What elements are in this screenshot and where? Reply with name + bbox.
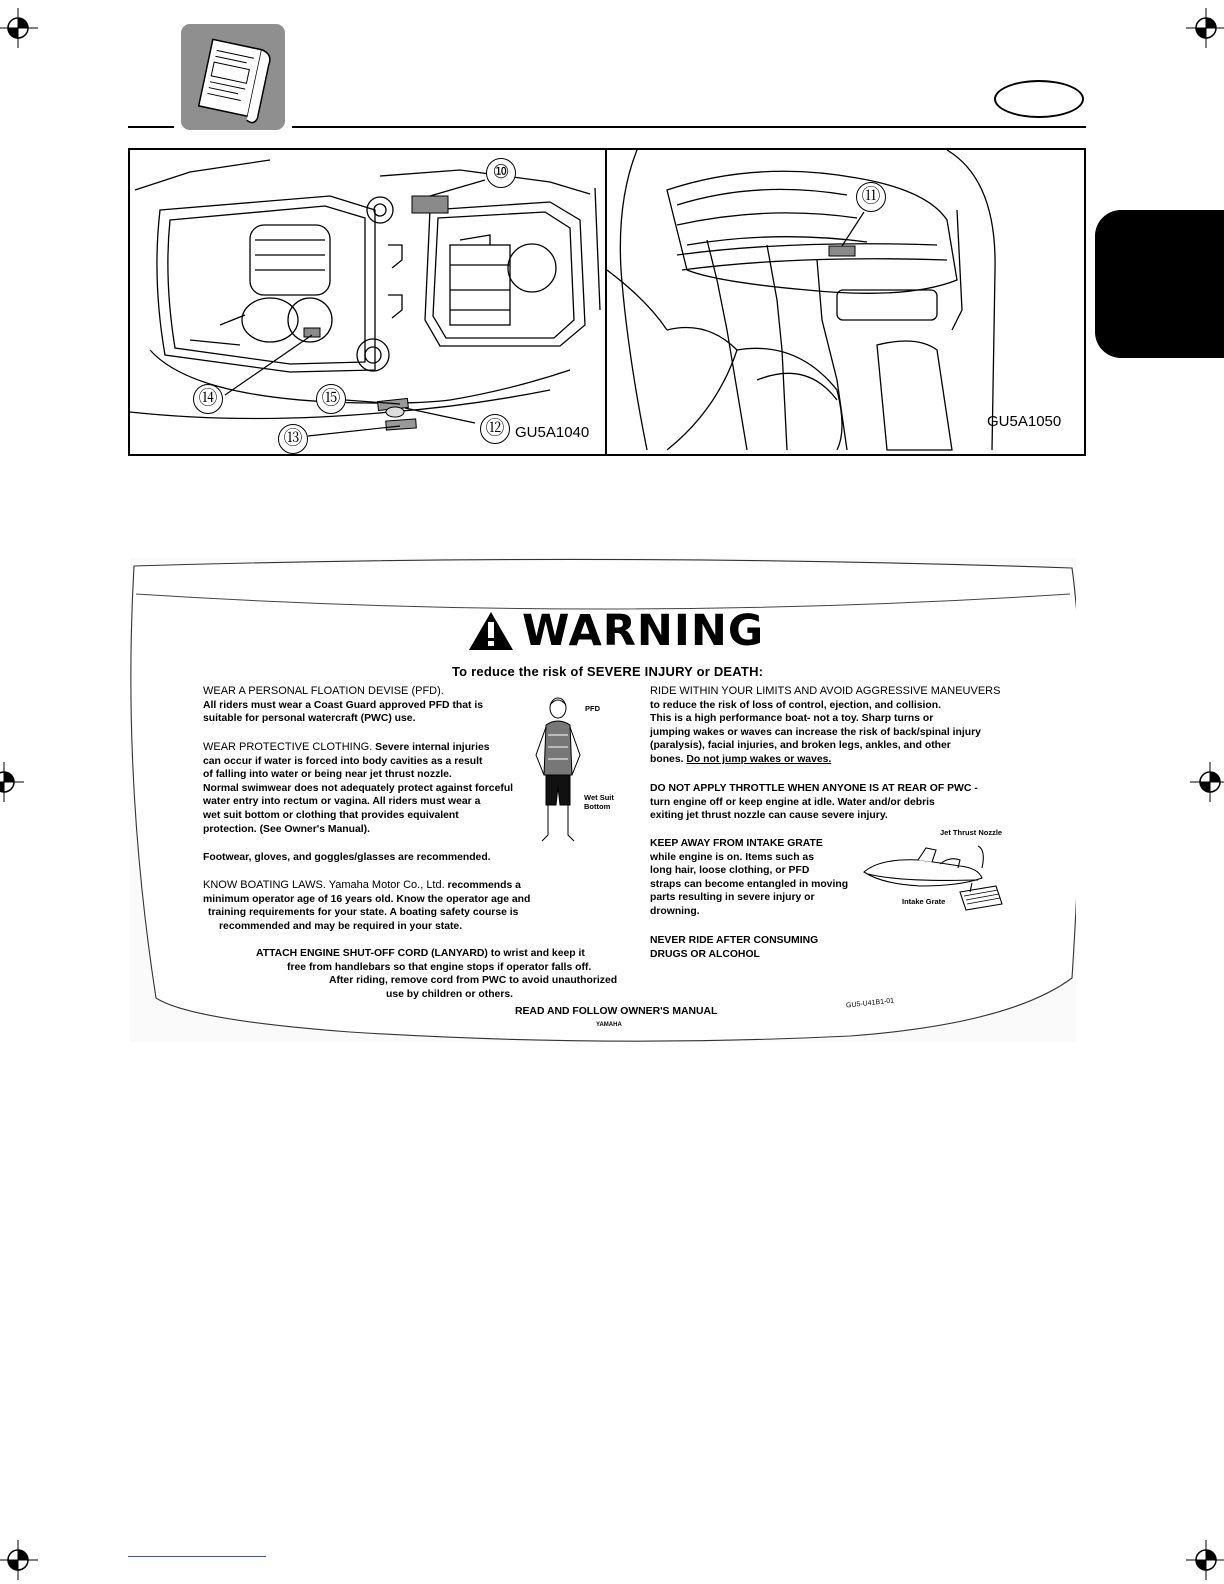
clothing-line-6: protection. (See Owner's Manual). xyxy=(203,823,371,835)
throttle-line-2: exiting jet thrust nozzle can cause severe injury. xyxy=(650,810,888,822)
warning-triangle-icon xyxy=(468,611,514,656)
registration-mark-bottom-left xyxy=(0,1540,38,1580)
intake-section xyxy=(650,837,848,919)
intake-line-5: drowning. xyxy=(650,905,700,917)
manual-section-icon xyxy=(181,24,285,130)
rider-pfd-illustration xyxy=(528,695,588,843)
registration-mark-bottom-right xyxy=(1186,1540,1224,1580)
lanyard-line-1: ATTACH ENGINE SHUT-OFF CORD (LANYARD) to wrist and keep it xyxy=(256,948,585,959)
clothing-section xyxy=(203,741,513,836)
callout-15: ⑮ xyxy=(316,384,346,414)
lanyard-section xyxy=(256,947,617,1001)
ride-line-2: This is a high performance boat- not a toy. Sharp turns or xyxy=(650,713,934,725)
clothing-heading: WEAR PROTECTIVE CLOTHING. xyxy=(203,741,373,753)
pfd-line-2: suitable for personal watercraft (PWC) use. xyxy=(203,713,416,725)
brand-mark: YAMAHA xyxy=(596,1022,622,1028)
warning-title: WARNING xyxy=(522,606,765,656)
ride-section xyxy=(650,685,1000,767)
clothing-line-2: of falling into water or being near jet thrust nozzle. xyxy=(203,769,452,781)
registration-mark-top-left xyxy=(0,8,38,48)
chapter-side-tab xyxy=(1095,210,1224,358)
footwear-line: Footwear, gloves, and goggles/glasses are recommended. xyxy=(203,852,491,863)
ride-heading: RIDE WITHIN YOUR LIMITS AND AVOID AGGRESSIVE MANEUVERS xyxy=(650,685,1001,697)
laws-line-1: minimum operator age of 16 years old. Know the operator age and xyxy=(203,893,531,905)
callout-14: ⑭ xyxy=(193,384,223,414)
throttle-section xyxy=(650,782,978,823)
jet-thrust-tag: Jet Thrust Nozzle xyxy=(940,828,1003,837)
ride-line-4: (paralysis), facial injuries, and broken legs, ankles, and other xyxy=(650,740,951,752)
intake-line-3: straps can become entangled in moving xyxy=(650,878,849,890)
lanyard-line-4: use by children or others. xyxy=(386,988,514,1000)
laws-line-3: recommended and may be required in your state. xyxy=(219,920,463,932)
never-line-2: DRUGS OR ALCOHOL xyxy=(650,948,760,960)
intake-line-4: parts resulting in severe injury or xyxy=(650,892,815,904)
laws-mid: Yamaha Motor Co., Ltd. xyxy=(325,879,445,891)
throttle-heading: DO NOT APPLY THROTTLE WHEN ANYONE IS AT REAR OF PWC - xyxy=(650,783,978,794)
clothing-line-5: wet suit bottom or clothing that provides equivalent xyxy=(203,809,459,821)
clothing-lead: Severe internal injuries xyxy=(372,742,490,753)
figure-engine-compartment-right xyxy=(607,150,1084,454)
callout-12: ⑫ xyxy=(480,414,510,444)
never-line-1: NEVER RIDE AFTER CONSUMING xyxy=(650,935,819,946)
never-ride-section xyxy=(650,934,818,961)
clothing-line-1: can occur if water is forced into body cavities as a result xyxy=(203,755,483,767)
figure-code-left: GU5A1040 xyxy=(515,424,590,441)
pfd-section xyxy=(203,685,483,726)
ride-last-underlined: Do not jump wakes or waves. xyxy=(686,753,832,765)
header-rule-left xyxy=(128,126,174,128)
callout-10: ⑩ xyxy=(486,158,516,188)
pfd-line-1: All riders must wear a Coast Guard approved PFD that is xyxy=(203,699,484,711)
laws-heading: KNOW BOATING LAWS. xyxy=(203,879,326,891)
clothing-line-4: water entry into rectum or vagina. All riders must wear a xyxy=(203,796,481,808)
footer-rule xyxy=(128,1556,266,1557)
pfd-tag: PFD xyxy=(585,704,600,713)
header-rule-right xyxy=(292,126,1086,128)
laws-lead: recommends a xyxy=(444,880,521,891)
laws-section xyxy=(203,879,530,933)
intake-grate-tag: Intake Grate xyxy=(902,897,946,906)
throttle-line-1: turn engine off or keep engine at idle. Water and/or debris xyxy=(650,796,935,808)
watercraft-illustration xyxy=(860,838,1010,918)
laws-line-2: training requirements for your state. A boating safety course is xyxy=(208,907,519,919)
registration-mark-mid-left xyxy=(0,762,24,802)
registration-mark-top-right xyxy=(1186,8,1224,48)
lanyard-line-2: free from handlebars so that engine stops if operator falls off. xyxy=(287,961,592,973)
language-indicator-oval xyxy=(994,80,1084,118)
intake-heading: KEEP AWAY FROM INTAKE GRATE xyxy=(650,838,823,849)
callout-11: ⑪ xyxy=(856,182,886,212)
callout-13: ⑬ xyxy=(278,424,308,454)
read-follow-line: READ AND FOLLOW OWNER'S MANUAL xyxy=(515,1006,718,1017)
ride-last-lead: bones. xyxy=(650,753,687,765)
registration-mark-mid-right xyxy=(1190,762,1224,802)
ride-line-3: jumping wakes or waves can increase the risk of back/spinal injury xyxy=(650,726,981,738)
wetsuit-tag-1: Wet Suit xyxy=(584,793,614,802)
intake-line-2: long hair, loose clothing, or PFD xyxy=(650,865,810,877)
pfd-heading: WEAR A PERSONAL FLOATION DEVISE (PFD). xyxy=(203,685,444,697)
ride-line-1: to reduce the risk of loss of control, ejection, and collision. xyxy=(650,699,941,711)
lanyard-line-3: After riding, remove cord from PWC to avoid unauthorized xyxy=(329,975,618,987)
wetsuit-tag-2: Bottom xyxy=(584,802,611,811)
intake-line-1: while engine is on. Items such as xyxy=(650,851,814,863)
figure-code-right: GU5A1050 xyxy=(987,413,1062,430)
label-code: GU5-U41B1-01 xyxy=(845,997,895,1010)
clothing-line-3: Normal swimwear does not adequately protect against forceful xyxy=(203,782,514,794)
warning-subtitle: To reduce the risk of SEVERE INJURY or DEATH: xyxy=(452,664,764,679)
